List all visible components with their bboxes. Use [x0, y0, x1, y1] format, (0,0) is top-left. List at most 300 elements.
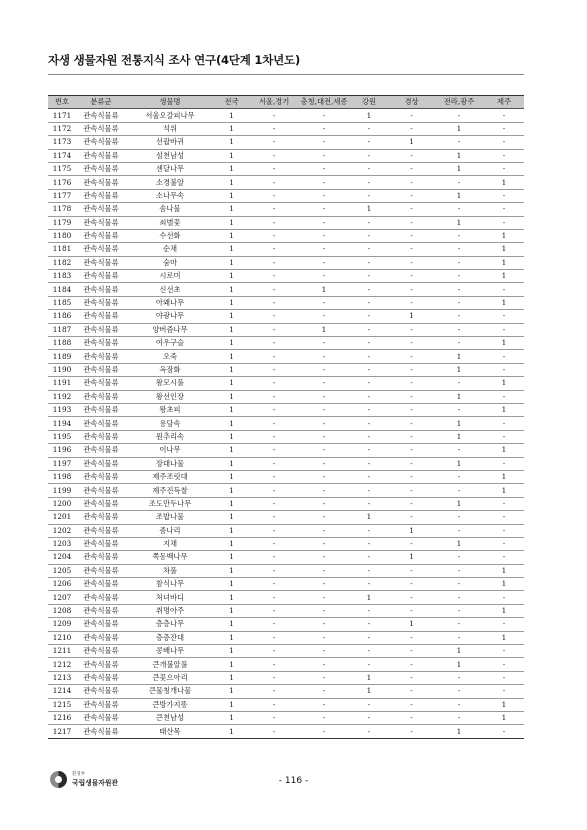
- table-cell: 1173: [48, 136, 76, 149]
- table-cell: 좀나리: [126, 524, 214, 537]
- table-cell: -: [484, 524, 524, 537]
- table-cell: 왕선인장: [126, 390, 214, 403]
- table-cell: 지채: [126, 537, 214, 550]
- table-cell: -: [299, 417, 349, 430]
- table-cell: -: [249, 176, 299, 189]
- table-cell: -: [389, 430, 434, 443]
- table-cell: -: [389, 457, 434, 470]
- table-cell: 관속식물류: [76, 310, 126, 323]
- table-cell: -: [249, 497, 299, 510]
- table-cell: 관속식물류: [76, 484, 126, 497]
- table-cell: 1179: [48, 216, 76, 229]
- table-cell: -: [434, 296, 484, 309]
- table-cell: 오죽: [126, 350, 214, 363]
- table-cell: 1: [214, 604, 249, 617]
- table-cell: -: [484, 685, 524, 698]
- table-cell: 1196: [48, 444, 76, 457]
- table-cell: 큰개불알풀: [126, 658, 214, 671]
- table-cell: -: [484, 671, 524, 684]
- table-cell: -: [434, 377, 484, 390]
- table-cell: -: [299, 377, 349, 390]
- table-cell: 용담속: [126, 417, 214, 430]
- table-cell: -: [299, 390, 349, 403]
- table-cell: -: [349, 149, 389, 162]
- table-cell: 1190: [48, 363, 76, 376]
- table-cell: 1: [484, 470, 524, 483]
- table-cell: -: [349, 604, 389, 617]
- table-cell: -: [299, 578, 349, 591]
- table-cell: -: [434, 270, 484, 283]
- table-cell: -: [349, 270, 389, 283]
- table-row: [48, 497, 524, 510]
- table-cell: -: [349, 725, 389, 738]
- table-cell: 1: [389, 551, 434, 564]
- table-cell: -: [299, 551, 349, 564]
- table-cell: 1209: [48, 618, 76, 631]
- table-cell: 취명아주: [126, 604, 214, 617]
- table-cell: 1: [389, 618, 434, 631]
- table-cell: 왕모시풀: [126, 377, 214, 390]
- table-cell: 1: [214, 511, 249, 524]
- table-cell: -: [389, 645, 434, 658]
- table-cell: -: [434, 283, 484, 296]
- table-cell: 관속식물류: [76, 417, 126, 430]
- table-row: [48, 243, 524, 256]
- table-row: [48, 136, 524, 149]
- table-cell: -: [249, 403, 299, 416]
- table-cell: 1214: [48, 685, 76, 698]
- table-cell: 1187: [48, 323, 76, 336]
- table-cell: -: [434, 243, 484, 256]
- table-cell: -: [349, 136, 389, 149]
- table-row: [48, 256, 524, 269]
- table-cell: 1: [349, 591, 389, 604]
- table-cell: -: [299, 711, 349, 724]
- table-cell: -: [249, 162, 299, 175]
- table-cell: 1: [214, 256, 249, 269]
- table-cell: 1: [484, 256, 524, 269]
- table-row: [48, 417, 524, 430]
- table-row: [48, 109, 524, 122]
- table-cell: 1: [214, 564, 249, 577]
- table-cell: -: [389, 578, 434, 591]
- table-cell: 1: [484, 377, 524, 390]
- table-cell: -: [249, 256, 299, 269]
- table-cell: 1195: [48, 430, 76, 443]
- table-cell: 조밥나물: [126, 511, 214, 524]
- table-cell: 1: [434, 537, 484, 550]
- table-row: [48, 350, 524, 363]
- table-cell: -: [299, 470, 349, 483]
- table-row: [48, 537, 524, 550]
- table-cell: -: [484, 390, 524, 403]
- table-cell: 관속식물류: [76, 457, 126, 470]
- table-cell: 관속식물류: [76, 350, 126, 363]
- table-cell: -: [484, 310, 524, 323]
- table-cell: -: [249, 457, 299, 470]
- table-cell: 관속식물류: [76, 685, 126, 698]
- table-cell: -: [484, 122, 524, 135]
- table-cell: -: [434, 109, 484, 122]
- table-cell: -: [249, 283, 299, 296]
- table-cell: -: [484, 645, 524, 658]
- table-cell: -: [389, 444, 434, 457]
- table-cell: -: [484, 363, 524, 376]
- table-row: [48, 430, 524, 443]
- table-cell: -: [349, 618, 389, 631]
- table-cell: -: [249, 417, 299, 430]
- table-cell: -: [389, 176, 434, 189]
- column-header: 번호: [48, 96, 76, 109]
- table-cell: -: [484, 350, 524, 363]
- table-row: [48, 698, 524, 711]
- table-cell: -: [299, 511, 349, 524]
- table-cell: 1189: [48, 350, 76, 363]
- table-cell: 차풀: [126, 564, 214, 577]
- table-cell: -: [484, 109, 524, 122]
- table-cell: -: [249, 698, 299, 711]
- table-cell: 순채: [126, 243, 214, 256]
- table-cell: -: [389, 243, 434, 256]
- table-cell: -: [349, 444, 389, 457]
- table-cell: -: [249, 551, 299, 564]
- table-cell: 1200: [48, 497, 76, 510]
- table-cell: 관속식물류: [76, 229, 126, 242]
- table-cell: 관속식물류: [76, 377, 126, 390]
- table-cell: 1: [484, 698, 524, 711]
- table-cell: 1: [214, 444, 249, 457]
- table-cell: 1: [214, 363, 249, 376]
- table-cell: -: [299, 203, 349, 216]
- table-cell: 관속식물류: [76, 470, 126, 483]
- table-cell: 큰천남성: [126, 711, 214, 724]
- table-cell: -: [249, 444, 299, 457]
- table-cell: 1217: [48, 725, 76, 738]
- table-cell: 1: [389, 310, 434, 323]
- table-row: [48, 524, 524, 537]
- table-cell: -: [299, 658, 349, 671]
- table-cell: 관속식물류: [76, 671, 126, 684]
- table-cell: -: [249, 658, 299, 671]
- table-cell: 여우구슬: [126, 337, 214, 350]
- table-cell: 큰방가지똥: [126, 698, 214, 711]
- table-cell: -: [389, 162, 434, 175]
- table-cell: -: [249, 591, 299, 604]
- table-cell: -: [299, 310, 349, 323]
- table-cell: -: [249, 122, 299, 135]
- table-cell: 1: [214, 162, 249, 175]
- table-row: [48, 176, 524, 189]
- table-cell: -: [249, 363, 299, 376]
- table-cell: 관속식물류: [76, 109, 126, 122]
- table-cell: 1186: [48, 310, 76, 323]
- table-cell: 1: [214, 390, 249, 403]
- table-cell: -: [299, 403, 349, 416]
- table-cell: -: [349, 658, 389, 671]
- table-cell: -: [349, 403, 389, 416]
- table-cell: -: [249, 229, 299, 242]
- table-cell: 1: [434, 430, 484, 443]
- table-cell: 관속식물류: [76, 444, 126, 457]
- table-cell: -: [349, 578, 389, 591]
- table-cell: -: [349, 430, 389, 443]
- table-cell: 1: [214, 524, 249, 537]
- table-row: [48, 122, 524, 135]
- table-row: [48, 337, 524, 350]
- table-cell: 1: [484, 631, 524, 644]
- table-row: [48, 229, 524, 242]
- table-cell: 1172: [48, 122, 76, 135]
- table-cell: -: [249, 725, 299, 738]
- table-cell: 관속식물류: [76, 658, 126, 671]
- table-cell: -: [249, 149, 299, 162]
- table-cell: 1: [214, 403, 249, 416]
- column-header: 전라,광주: [434, 96, 484, 109]
- table-cell: 1: [214, 229, 249, 242]
- table-cell: -: [389, 203, 434, 216]
- table-row: [48, 725, 524, 738]
- table-cell: -: [349, 350, 389, 363]
- table-cell: -: [349, 310, 389, 323]
- table-cell: 1193: [48, 403, 76, 416]
- table-cell: -: [299, 189, 349, 202]
- title-divider: [48, 74, 524, 75]
- table-cell: 큰꽃으아리: [126, 671, 214, 684]
- table-cell: -: [389, 189, 434, 202]
- table-cell: 1: [214, 350, 249, 363]
- table-cell: 양버즘나무: [126, 323, 214, 336]
- table-cell: -: [434, 604, 484, 617]
- column-header: 생물명: [126, 96, 214, 109]
- table-cell: 1: [484, 270, 524, 283]
- table-cell: 1: [214, 136, 249, 149]
- table-cell: 1: [299, 323, 349, 336]
- table-cell: -: [389, 390, 434, 403]
- table-cell: 1: [484, 243, 524, 256]
- table-cell: 1192: [48, 390, 76, 403]
- table-cell: 섬천남성: [126, 149, 214, 162]
- table-cell: 관속식물류: [76, 604, 126, 617]
- table-cell: -: [484, 283, 524, 296]
- table-cell: -: [349, 390, 389, 403]
- table-row: [48, 511, 524, 524]
- table-cell: -: [349, 645, 389, 658]
- table-cell: -: [434, 470, 484, 483]
- table-cell: 1: [349, 511, 389, 524]
- column-header: 분류군: [76, 96, 126, 109]
- table-cell: 관속식물류: [76, 390, 126, 403]
- table-cell: 1188: [48, 337, 76, 350]
- table-cell: 1: [484, 229, 524, 242]
- table-cell: 1: [434, 390, 484, 403]
- table-cell: -: [349, 189, 389, 202]
- table-cell: 층층잔대: [126, 631, 214, 644]
- table-cell: -: [434, 578, 484, 591]
- table-cell: 관속식물류: [76, 564, 126, 577]
- table-cell: -: [349, 216, 389, 229]
- table-cell: 1197: [48, 457, 76, 470]
- table-cell: -: [349, 363, 389, 376]
- table-cell: -: [249, 136, 299, 149]
- table-cell: -: [389, 377, 434, 390]
- table-cell: -: [299, 671, 349, 684]
- table-cell: -: [349, 377, 389, 390]
- table-cell: 관속식물류: [76, 189, 126, 202]
- table-cell: 옥잠화: [126, 363, 214, 376]
- table-cell: 아왜나무: [126, 296, 214, 309]
- table-cell: 1: [214, 671, 249, 684]
- table-row: [48, 363, 524, 376]
- table-cell: -: [249, 350, 299, 363]
- column-header: 경상: [389, 96, 434, 109]
- table-cell: -: [349, 470, 389, 483]
- table-cell: -: [434, 551, 484, 564]
- table-cell: -: [249, 296, 299, 309]
- table-cell: -: [299, 229, 349, 242]
- table-cell: -: [299, 564, 349, 577]
- table-cell: 선괍바귀: [126, 136, 214, 149]
- table-cell: -: [349, 457, 389, 470]
- table-cell: 관속식물류: [76, 511, 126, 524]
- table-cell: -: [299, 337, 349, 350]
- table-row: [48, 149, 524, 162]
- table-row: [48, 323, 524, 336]
- table-cell: -: [349, 256, 389, 269]
- table-cell: -: [484, 189, 524, 202]
- table-cell: -: [434, 310, 484, 323]
- table-row: [48, 551, 524, 564]
- table-cell: -: [484, 149, 524, 162]
- table-cell: 콩배나무: [126, 645, 214, 658]
- table-cell: 1: [484, 176, 524, 189]
- table-cell: 1: [214, 189, 249, 202]
- table-cell: 1210: [48, 631, 76, 644]
- table-cell: -: [299, 243, 349, 256]
- table-cell: -: [434, 403, 484, 416]
- table-cell: 관속식물류: [76, 136, 126, 149]
- table-cell: 1: [214, 645, 249, 658]
- table-row: [48, 645, 524, 658]
- table-cell: -: [389, 229, 434, 242]
- table-row: [48, 591, 524, 604]
- table-cell: 1: [389, 524, 434, 537]
- table-cell: -: [484, 497, 524, 510]
- table-cell: 1: [214, 296, 249, 309]
- table-cell: 1: [214, 417, 249, 430]
- table-cell: -: [434, 337, 484, 350]
- table-cell: 석위: [126, 122, 214, 135]
- table-cell: -: [349, 631, 389, 644]
- table-cell: -: [434, 564, 484, 577]
- table-cell: -: [389, 631, 434, 644]
- table-cell: 1: [484, 403, 524, 416]
- table-cell: -: [434, 323, 484, 336]
- table-cell: -: [484, 658, 524, 671]
- table-cell: 1: [214, 618, 249, 631]
- table-cell: 1: [214, 323, 249, 336]
- table-cell: -: [389, 283, 434, 296]
- table-cell: 1: [434, 162, 484, 175]
- table-cell: 1185: [48, 296, 76, 309]
- column-header: 강원: [349, 96, 389, 109]
- table-cell: -: [389, 270, 434, 283]
- table-cell: 1: [214, 176, 249, 189]
- table-cell: -: [434, 631, 484, 644]
- table-cell: 1: [484, 604, 524, 617]
- table-cell: 1: [214, 537, 249, 550]
- table-cell: 관속식물류: [76, 551, 126, 564]
- table-cell: 솜나물: [126, 203, 214, 216]
- table-cell: -: [389, 658, 434, 671]
- table-cell: 관속식물류: [76, 725, 126, 738]
- table-cell: -: [484, 551, 524, 564]
- table-cell: 관속식물류: [76, 430, 126, 443]
- table-cell: -: [349, 524, 389, 537]
- table-cell: -: [434, 711, 484, 724]
- table-cell: 1: [484, 337, 524, 350]
- table-cell: 관속식물류: [76, 698, 126, 711]
- table-cell: -: [484, 162, 524, 175]
- table-cell: 1: [434, 122, 484, 135]
- table-cell: -: [299, 136, 349, 149]
- table-cell: 1: [349, 685, 389, 698]
- table-cell: 1: [484, 296, 524, 309]
- table-cell: -: [434, 685, 484, 698]
- table-cell: -: [389, 323, 434, 336]
- table-cell: -: [299, 270, 349, 283]
- table-cell: 1215: [48, 698, 76, 711]
- table-cell: 1: [214, 698, 249, 711]
- table-cell: 1: [214, 243, 249, 256]
- column-header: 전국: [214, 96, 249, 109]
- table-cell: -: [434, 229, 484, 242]
- table-cell: -: [299, 591, 349, 604]
- table-cell: 1194: [48, 417, 76, 430]
- table-row: [48, 618, 524, 631]
- table-body: [48, 109, 524, 738]
- table-cell: 1207: [48, 591, 76, 604]
- table-cell: -: [249, 203, 299, 216]
- table-cell: 처녀바디: [126, 591, 214, 604]
- table-cell: 1: [214, 109, 249, 122]
- table-cell: -: [299, 604, 349, 617]
- table-cell: -: [299, 725, 349, 738]
- table-row: [48, 296, 524, 309]
- table-cell: 1: [214, 430, 249, 443]
- table-cell: -: [484, 136, 524, 149]
- table-cell: 1: [214, 725, 249, 738]
- species-table: [48, 95, 524, 739]
- table-row: [48, 470, 524, 483]
- table-cell: 제주진득찰: [126, 484, 214, 497]
- table-cell: -: [299, 457, 349, 470]
- table-cell: -: [349, 484, 389, 497]
- table-cell: 1216: [48, 711, 76, 724]
- table-cell: 1: [214, 310, 249, 323]
- table-cell: -: [389, 698, 434, 711]
- table-cell: 태산목: [126, 725, 214, 738]
- table-cell: -: [434, 591, 484, 604]
- table-cell: 수선화: [126, 229, 214, 242]
- table-cell: -: [434, 256, 484, 269]
- table-cell: -: [389, 564, 434, 577]
- table-cell: -: [249, 631, 299, 644]
- table-cell: 1: [214, 216, 249, 229]
- table-header-row: [48, 96, 524, 109]
- table-cell: -: [249, 484, 299, 497]
- table-cell: 1202: [48, 524, 76, 537]
- table-row: [48, 203, 524, 216]
